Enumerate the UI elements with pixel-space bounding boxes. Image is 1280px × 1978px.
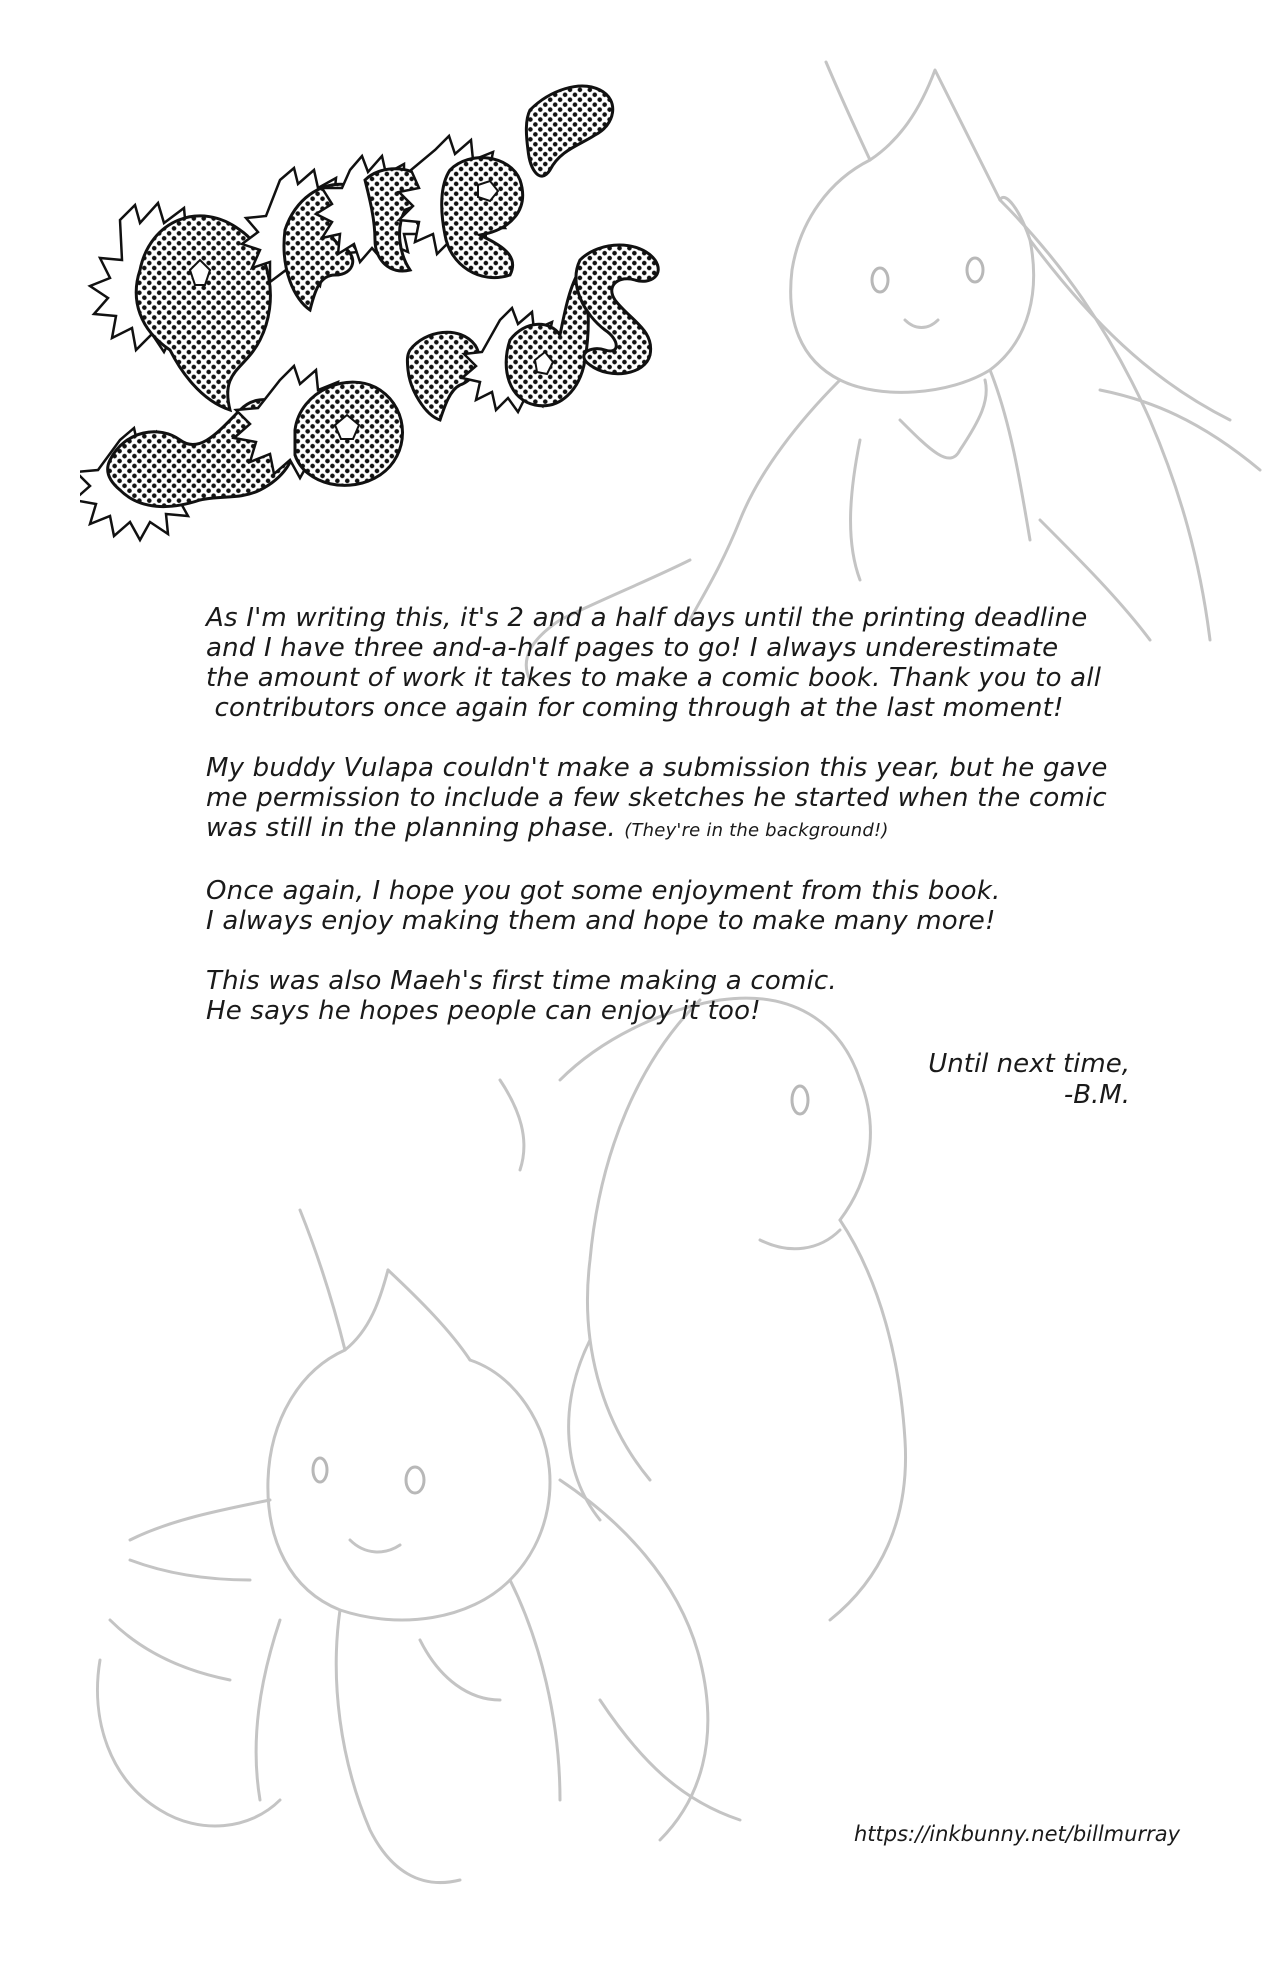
letter-line: me permission to include a few sketches he started when the comic: [206, 783, 1107, 813]
letter-line: and I have three and-a-half pages to go! I always underestimate: [206, 633, 1059, 663]
title-letter-r: [526, 86, 612, 176]
letter-body: [206, 603, 1166, 1056]
letter-line: Once again, I hope you got some enjoyment from this book.: [206, 876, 1001, 906]
letter-line: I always enjoy making them and hope to make many more!: [206, 906, 996, 936]
letter-line: My buddy Vulapa couldn't make a submission this year, but he gave: [206, 753, 1108, 783]
letter-line: As I'm writing this, it's 2 and a half days until the printing deadline: [206, 603, 1088, 633]
letter-line-with-note: [206, 813, 1166, 846]
title-letter-d: [506, 270, 588, 406]
title-letter-s: [576, 245, 658, 374]
title-letter-e: [442, 158, 523, 278]
letter-line: He says he hopes people can enjoy it too!: [206, 996, 761, 1026]
letter-paragraph: [206, 876, 1166, 936]
letter-paragraph: [206, 966, 1166, 1026]
signoff: [928, 1049, 1130, 1111]
letter-line: contributors once again for coming through at the last moment!: [206, 693, 1064, 723]
title-art: [80, 70, 680, 550]
signature: -B.M.: [1063, 1080, 1130, 1110]
closing-line: Until next time,: [928, 1049, 1130, 1079]
letter-paragraph: [206, 753, 1166, 846]
background-note: (They're in the background!): [624, 820, 889, 841]
artist-link[interactable]: https://inkbunny.net/billmurray: [854, 1822, 1181, 1846]
letter-paragraph: [206, 603, 1166, 723]
letter-line: This was also Maeh's first time making a comic.: [206, 966, 837, 996]
letter-line: the amount of work it takes to make a comic book. Thank you to all: [206, 663, 1102, 693]
letter-line: was still in the planning phase.: [206, 813, 616, 843]
sketch-creatures-bottom: [98, 998, 906, 1882]
